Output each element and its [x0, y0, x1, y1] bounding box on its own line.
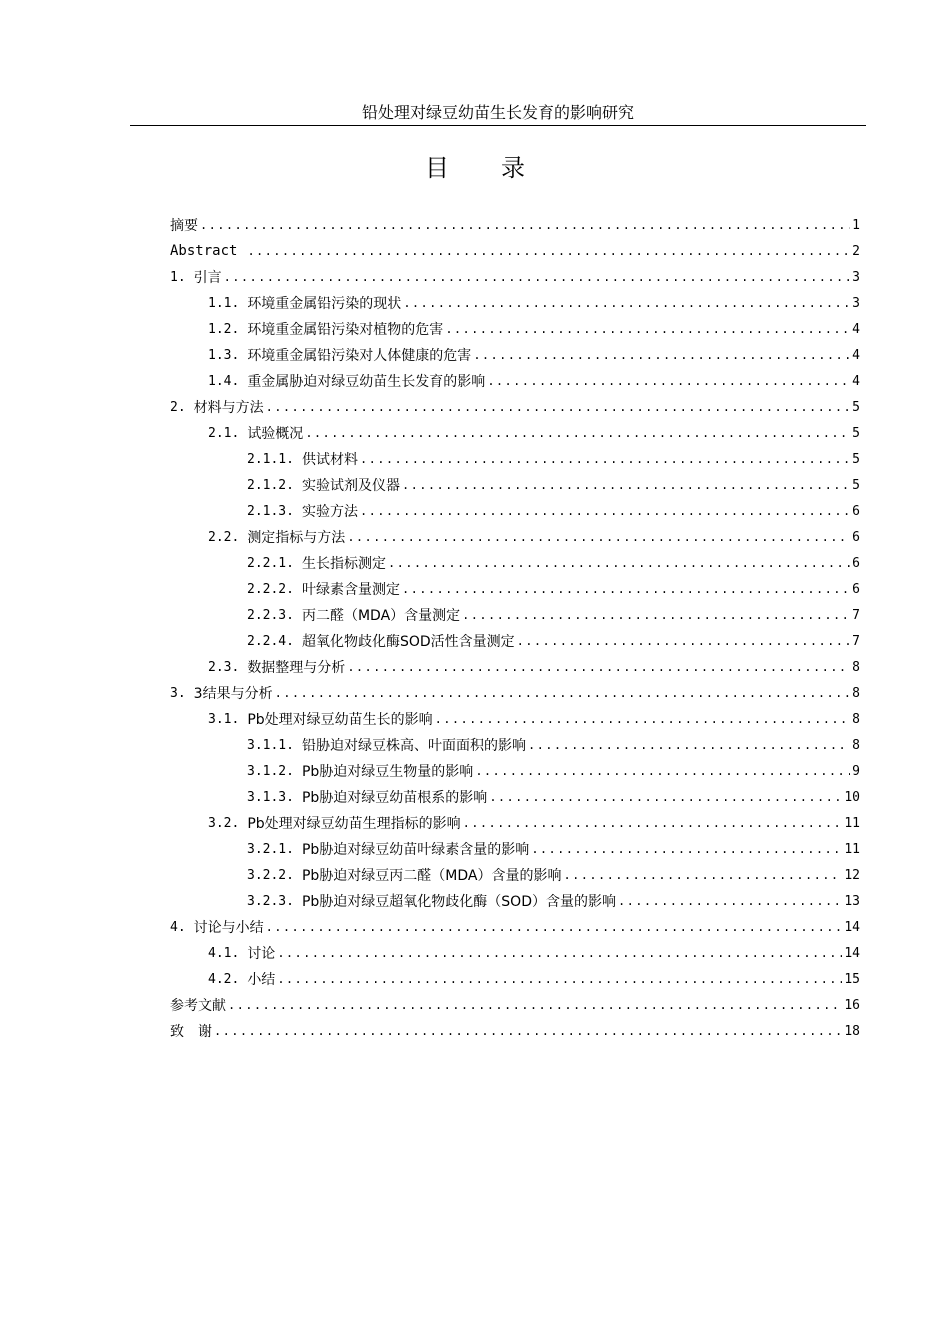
toc-leader-dots	[531, 842, 842, 856]
toc-page-number: 2	[852, 243, 860, 259]
toc-entry[interactable]	[0, 212, 950, 238]
toc-entry-text: 环境重金属铅污染的现状	[247, 296, 402, 312]
toc-leader-dots	[388, 556, 850, 570]
toc-entry-text: 重金属胁迫对绿豆幼苗生长发育的影响	[247, 374, 486, 390]
toc-entry-text: 叶绿素含量测定	[301, 582, 400, 598]
toc-entry[interactable]	[0, 836, 950, 862]
toc-entry[interactable]	[0, 888, 950, 914]
toc-entry[interactable]	[0, 940, 950, 966]
toc-page-number: 8	[852, 711, 860, 727]
toc-entry-number: 4.2.	[208, 971, 240, 987]
toc-entry[interactable]	[0, 862, 950, 888]
toc-page-number: 3	[852, 269, 860, 285]
header-rule	[130, 125, 866, 126]
toc-entry-number: 2.3.	[208, 659, 240, 675]
toc-entry-number: 2.2.1.	[247, 555, 294, 571]
toc-page-number: 8	[852, 737, 860, 753]
toc-page-number: 5	[852, 451, 860, 467]
toc-page-number: 15	[844, 971, 860, 987]
toc-page-number: 7	[852, 607, 860, 623]
toc-leader-dots	[487, 374, 850, 388]
toc-page-number: 14	[844, 945, 860, 961]
toc-entry[interactable]	[0, 966, 950, 992]
toc-entry-text: 数据整理与分析	[247, 660, 346, 676]
toc-entry-text: 小结	[247, 972, 276, 988]
toc-entry-number: 2.2.3.	[247, 607, 294, 623]
toc-leader-dots	[473, 348, 850, 362]
toc-leader-dots	[360, 452, 850, 466]
toc-entry-text: 丙二醛（MDA）含量测定	[301, 608, 461, 624]
toc-entry-number: 2.	[170, 399, 186, 415]
toc-leader-dots	[275, 686, 851, 700]
toc-entry-text: Pb胁迫对绿豆丙二醛（MDA）含量的影响	[301, 868, 562, 884]
toc-page-number: 4	[852, 321, 860, 337]
toc-page-number: 9	[852, 763, 860, 779]
toc-entry-number: 2.1.2.	[247, 477, 294, 493]
toc-leader-dots	[277, 946, 842, 960]
toc-leader-dots	[266, 400, 851, 414]
toc-leader-dots	[445, 322, 850, 336]
toc-entry-text: 讨论与小结	[193, 920, 264, 936]
toc-entry-text: Pb处理对绿豆幼苗生长的影响	[247, 712, 433, 728]
toc-entry-number: 4.1.	[208, 945, 240, 961]
toc-entry-text: Pb胁迫对绿豆超氧化物歧化酶（SOD）含量的影响	[301, 894, 616, 910]
toc-entry-number: 1.	[170, 269, 186, 285]
toc-leader-dots	[200, 218, 850, 232]
toc-entry-text: 铅胁迫对绿豆株高、叶面面积的影响	[301, 738, 526, 754]
toc-entry-text: Abstract	[170, 243, 238, 259]
toc-entry-number: 2.1.1.	[247, 451, 294, 467]
toc-leader-dots	[462, 608, 850, 622]
toc-entry-number: 2.2.	[208, 529, 240, 545]
toc-entry[interactable]	[0, 238, 950, 264]
toc-entry-number: 2.2.4.	[247, 633, 294, 649]
table-of-contents	[0, 212, 950, 1044]
toc-entry-text: 测定指标与方法	[247, 530, 346, 546]
toc-leader-dots	[475, 764, 850, 778]
toc-entry-text: 试验概况	[247, 426, 304, 442]
toc-leader-dots	[277, 972, 842, 986]
toc-entry-text: Pb胁迫对绿豆生物量的影响	[301, 764, 474, 780]
toc-page-number: 11	[844, 815, 860, 831]
toc-entry-number: 3.2.3.	[247, 893, 294, 909]
toc-entry-text: 供试材料	[301, 452, 358, 468]
toc-page-number: 8	[852, 659, 860, 675]
toc-page-number: 13	[844, 893, 860, 909]
toc-page-number: 5	[852, 399, 860, 415]
toc-entry[interactable]	[0, 576, 950, 602]
toc-leader-dots	[228, 998, 842, 1012]
running-header: 铅处理对绿豆幼苗生长发育的影响研究	[361, 103, 634, 122]
toc-leader-dots	[402, 582, 850, 596]
toc-entry-text: 引言	[193, 270, 222, 286]
toc-page-number: 7	[852, 633, 860, 649]
toc-entry-text: 实验方法	[301, 504, 358, 520]
toc-entry-number: 3.	[170, 685, 186, 701]
toc-page-number: 6	[852, 555, 860, 571]
toc-entry-number: 4.	[170, 919, 186, 935]
toc-entry[interactable]	[0, 628, 950, 654]
toc-entry-number: 1.4.	[208, 373, 240, 389]
toc-entry-text: 超氧化物歧化酶SOD活性含量测定	[301, 634, 515, 650]
toc-entry[interactable]	[0, 316, 950, 342]
toc-leader-dots	[224, 270, 851, 284]
toc-entry-text: 环境重金属铅污染对植物的危害	[247, 322, 444, 338]
toc-entry[interactable]	[0, 446, 950, 472]
toc-page-number: 16	[844, 997, 860, 1013]
toc-page-number: 5	[852, 425, 860, 441]
toc-entry[interactable]	[0, 290, 950, 316]
toc-entry[interactable]	[0, 992, 950, 1018]
toc-entry-number: 3.1.2.	[247, 763, 294, 779]
toc-leader-dots	[489, 790, 842, 804]
toc-leader-dots	[266, 920, 843, 934]
toc-entry[interactable]	[0, 654, 950, 680]
toc-entry-text: 材料与方法	[193, 400, 264, 416]
toc-entry[interactable]	[0, 784, 950, 810]
toc-leader-dots	[435, 712, 851, 726]
toc-title: 目录	[425, 154, 577, 182]
toc-entry-number: 3.1.	[208, 711, 240, 727]
toc-entry-text: 环境重金属铅污染对人体健康的危害	[247, 348, 472, 364]
toc-leader-dots	[517, 634, 851, 648]
toc-entry[interactable]	[0, 498, 950, 524]
toc-leader-dots	[402, 478, 850, 492]
toc-page-number: 6	[852, 503, 860, 519]
toc-leader-dots	[214, 1024, 842, 1038]
toc-entry[interactable]	[0, 732, 950, 758]
toc-page-number: 11	[844, 841, 860, 857]
toc-page-number: 12	[844, 867, 860, 883]
toc-entry[interactable]	[0, 810, 950, 836]
toc-entry[interactable]	[0, 524, 950, 550]
toc-entry-number: 1.2.	[208, 321, 240, 337]
toc-leader-dots	[528, 738, 850, 752]
toc-entry-number: 1.3.	[208, 347, 240, 363]
toc-page-number: 1	[852, 217, 860, 233]
toc-page-number: 4	[852, 347, 860, 363]
toc-entry-text: Pb胁迫对绿豆幼苗根系的影响	[301, 790, 488, 806]
toc-page-number: 5	[852, 477, 860, 493]
toc-entry[interactable]	[0, 706, 950, 732]
toc-entry-text: 摘要	[170, 218, 198, 234]
toc-entry-text: 讨论	[247, 946, 276, 962]
toc-entry-number: 2.1.	[208, 425, 240, 441]
toc-leader-dots	[463, 816, 843, 830]
toc-entry-number: 2.1.3.	[247, 503, 294, 519]
toc-leader-dots	[618, 894, 842, 908]
toc-entry[interactable]	[0, 472, 950, 498]
toc-entry-number: 3.1.1.	[247, 737, 294, 753]
toc-entry-text: 参考文献	[170, 998, 226, 1014]
toc-entry[interactable]	[0, 1018, 950, 1044]
toc-leader-dots	[247, 244, 850, 258]
toc-leader-dots	[564, 868, 843, 882]
toc-entry-number: 3.2.1.	[247, 841, 294, 857]
toc-entry-number: 2.2.2.	[247, 581, 294, 597]
toc-page-number: 6	[852, 581, 860, 597]
toc-page-number: 8	[852, 685, 860, 701]
toc-page-number: 10	[844, 789, 860, 805]
toc-entry-number: 3.2.2.	[247, 867, 294, 883]
toc-entry-number: 3.2.	[208, 815, 240, 831]
toc-entry-text: Pb处理对绿豆幼苗生理指标的影响	[247, 816, 461, 832]
toc-entry-text: 3结果与分析	[193, 686, 273, 702]
toc-leader-dots	[305, 426, 850, 440]
toc-leader-dots	[360, 504, 850, 518]
toc-entry[interactable]	[0, 758, 950, 784]
toc-entry[interactable]	[0, 602, 950, 628]
toc-leader-dots	[347, 530, 850, 544]
toc-entry-number: 3.1.3.	[247, 789, 294, 805]
toc-entry[interactable]	[0, 264, 950, 290]
toc-leader-dots	[403, 296, 850, 310]
toc-page-number: 14	[844, 919, 860, 935]
toc-page-number: 6	[852, 529, 860, 545]
toc-entry-number: 1.1.	[208, 295, 240, 311]
toc-entry[interactable]	[0, 420, 950, 446]
toc-entry-text: Pb胁迫对绿豆幼苗叶绿素含量的影响	[301, 842, 530, 858]
toc-entry[interactable]	[0, 550, 950, 576]
toc-page-number: 18	[844, 1023, 860, 1039]
toc-entry[interactable]	[0, 914, 950, 940]
toc-page-number: 3	[852, 295, 860, 311]
toc-page-number: 4	[852, 373, 860, 389]
toc-entry[interactable]	[0, 680, 950, 706]
toc-entry-text: 生长指标测定	[301, 556, 386, 572]
toc-entry-text: 实验试剂及仪器	[301, 478, 400, 494]
toc-entry[interactable]	[0, 394, 950, 420]
toc-entry[interactable]	[0, 342, 950, 368]
toc-leader-dots	[347, 660, 850, 674]
toc-entry-text: 致 谢	[170, 1024, 212, 1040]
toc-entry[interactable]	[0, 368, 950, 394]
